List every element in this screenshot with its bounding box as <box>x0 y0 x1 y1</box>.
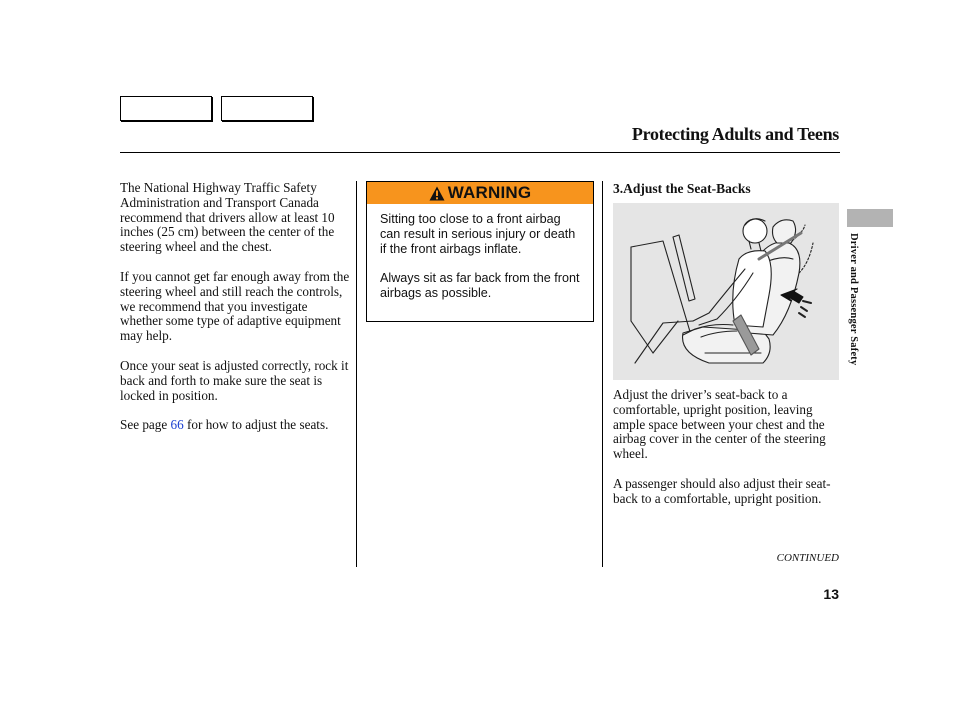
page-number: 13 <box>823 586 839 602</box>
warning-text: Always sit as far back from the front airbags as possible. <box>380 271 580 301</box>
paragraph: Once your seat is adjusted correctly, rock it back and forth to make sure the seat is locked in position. <box>120 357 349 403</box>
warning-body <box>380 212 580 316</box>
column-divider-right <box>602 181 603 567</box>
section-label: Driver and Passenger Safety <box>848 233 859 366</box>
warning-box <box>366 181 594 322</box>
page-link[interactable]: 66 <box>170 417 184 433</box>
see-page-prefix: See page <box>120 417 168 433</box>
continued-label: CONTINUED <box>776 552 839 564</box>
paragraph: A passenger should also adjust their seat-back to a comfortable, upright position. <box>613 475 831 506</box>
paragraph: The National Highway Traffic Safety Administration and Transport Canada recommend that drivers allow at least 10 inches (25 cm) between the center of the steering wheel and the chest. <box>120 180 335 255</box>
nav-button-1[interactable] <box>120 96 212 121</box>
column-divider-left <box>356 181 357 567</box>
paragraph: If you cannot get far enough away from the steering wheel and still reach the controls, we recommend that you investigate whether some type of adaptive equipment may help. <box>120 268 350 344</box>
warning-label: WARNING <box>447 183 532 202</box>
warning-icon <box>429 186 445 201</box>
section-tab-marker <box>847 209 893 227</box>
paragraph: Adjust the driver’s seat-back to a comfortable, upright position, leaving ample space between your chest and the airbag cover in the center of the steering wheel. <box>613 387 826 462</box>
seat-back-illustration <box>613 203 839 380</box>
warning-text: Sitting too close to a front airbag can result in serious injury or death if the front airbags inflate. <box>380 212 576 256</box>
page-title: Protecting Adults and Teens <box>631 124 839 144</box>
right-column <box>613 388 839 522</box>
see-page-suffix: for how to adjust the seats. <box>187 417 329 433</box>
step-heading: 3.Adjust the Seat-Backs <box>613 181 751 196</box>
nav-button-2[interactable] <box>221 96 313 121</box>
see-page-paragraph <box>120 418 352 433</box>
left-column <box>120 181 352 448</box>
warning-header <box>367 182 593 204</box>
title-rule <box>120 152 840 153</box>
